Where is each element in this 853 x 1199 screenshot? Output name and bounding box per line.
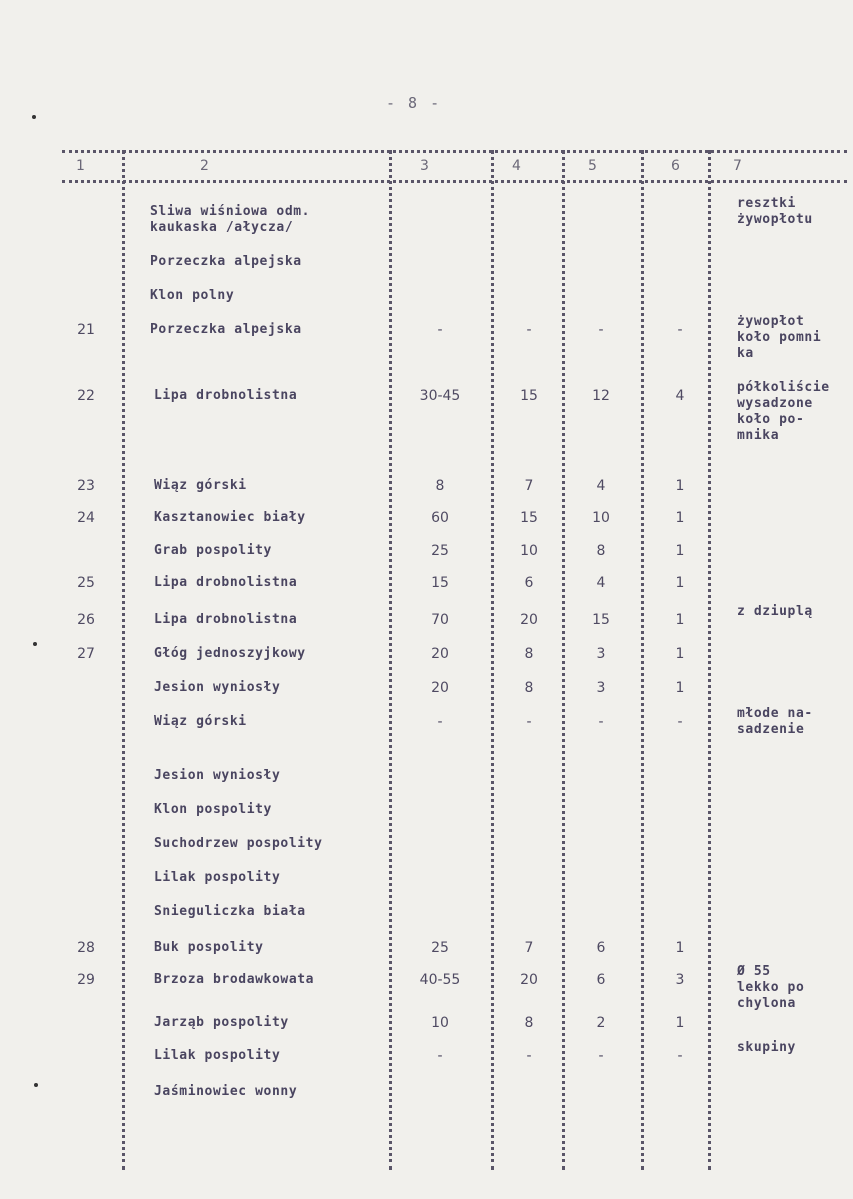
cell-col-4: 8 — [524, 646, 534, 662]
cell-col-4: 7 — [524, 478, 534, 494]
cell-col-5: - — [598, 322, 604, 338]
cell-col-6: - — [677, 714, 683, 730]
column-divider-1 — [122, 150, 125, 1170]
cell-col-4: 10 — [520, 543, 538, 559]
cell-col-5: 12 — [592, 388, 610, 404]
header-col-1: 1 — [76, 158, 85, 174]
species-name: Lipa drobnolistna — [154, 612, 298, 627]
cell-col-6: 1 — [675, 543, 685, 559]
remarks-note: półkoliście wysadzone koło po- mnika — [737, 380, 830, 443]
cell-col-4: 8 — [524, 1015, 534, 1031]
species-name: Jaśminowiec wonny — [154, 1084, 298, 1099]
cell-col-3: 30-45 — [419, 388, 461, 404]
species-name: Klon polny — [150, 288, 235, 303]
species-name: Lipa drobnolistna — [154, 388, 298, 403]
species-name: Brzoza brodawkowata — [154, 972, 315, 987]
row-number: 22 — [77, 388, 95, 404]
header-col-4: 4 — [512, 158, 521, 174]
cell-col-4: - — [526, 322, 532, 338]
cell-col-3: - — [437, 714, 443, 730]
species-name: Jarząb pospolity — [154, 1015, 289, 1030]
row-number: 29 — [77, 972, 95, 988]
column-divider-2 — [389, 150, 392, 1170]
cell-col-4: 20 — [520, 972, 538, 988]
page-number: - 8 - — [386, 94, 442, 112]
species-name: Jesion wyniosły — [154, 768, 281, 783]
cell-col-5: - — [598, 1048, 604, 1064]
cell-col-5: 4 — [596, 575, 606, 591]
cell-col-5: - — [598, 714, 604, 730]
species-name: Głóg jednoszyjkowy — [154, 646, 306, 661]
cell-col-3: - — [437, 1048, 443, 1064]
species-name: Suchodrzew pospolity — [154, 836, 323, 851]
remarks-note: żywopłot koło pomni ka — [737, 314, 822, 361]
cell-col-4: - — [526, 714, 532, 730]
punch-hole-middle — [33, 642, 37, 646]
remarks-note: z dziuplą — [737, 604, 813, 619]
species-name: Jesion wyniosły — [154, 680, 281, 695]
cell-col-4: 7 — [524, 940, 534, 956]
column-divider-5 — [641, 150, 644, 1170]
remarks-note: młode na- sadzenie — [737, 706, 813, 737]
species-name: Porzeczka alpejska — [150, 322, 302, 337]
header-col-6: 6 — [671, 158, 680, 174]
remarks-note: Ø 55 lekko po chylona — [737, 964, 805, 1011]
cell-col-6: 1 — [675, 1015, 685, 1031]
cell-col-3: 25 — [431, 940, 449, 956]
cell-col-3: 20 — [431, 680, 449, 696]
species-name: Lipa drobnolistna — [154, 575, 298, 590]
species-name: Buk pospolity — [154, 940, 264, 955]
species-name: Wiąz górski — [154, 478, 247, 493]
cell-col-3: 15 — [431, 575, 449, 591]
cell-col-5: 6 — [596, 940, 606, 956]
header-col-7: 7 — [733, 158, 742, 174]
row-number: 24 — [77, 510, 95, 526]
cell-col-6: - — [677, 1048, 683, 1064]
cell-col-3: 8 — [435, 478, 445, 494]
remarks-note: resztki żywopłotu — [737, 196, 813, 227]
cell-col-6: 1 — [675, 478, 685, 494]
cell-col-5: 15 — [592, 612, 610, 628]
species-name: Kasztanowiec biały — [154, 510, 306, 525]
remarks-note: skupiny — [737, 1040, 796, 1055]
cell-col-3: 60 — [431, 510, 449, 526]
cell-col-5: 3 — [596, 680, 606, 696]
cell-col-4: 6 — [524, 575, 534, 591]
header-col-5: 5 — [588, 158, 597, 174]
cell-col-4: 15 — [520, 388, 538, 404]
header-col-3: 3 — [420, 158, 429, 174]
species-name: Lilak pospolity — [154, 1048, 281, 1063]
cell-col-6: 3 — [675, 972, 685, 988]
cell-col-4: - — [526, 1048, 532, 1064]
cell-col-5: 2 — [596, 1015, 606, 1031]
cell-col-3: - — [437, 322, 443, 338]
cell-col-5: 3 — [596, 646, 606, 662]
row-number: 27 — [77, 646, 95, 662]
cell-col-6: 1 — [675, 612, 685, 628]
cell-col-3: 10 — [431, 1015, 449, 1031]
cell-col-3: 20 — [431, 646, 449, 662]
species-name: Grab pospolity — [154, 543, 272, 558]
cell-col-6: 4 — [675, 388, 685, 404]
cell-col-6: 1 — [675, 510, 685, 526]
table-header-rule — [62, 180, 847, 183]
row-number: 25 — [77, 575, 95, 591]
cell-col-6: 1 — [675, 575, 685, 591]
species-name: Porzeczka alpejska — [150, 254, 302, 269]
species-name: Lilak pospolity — [154, 870, 281, 885]
cell-col-4: 20 — [520, 612, 538, 628]
row-number: 28 — [77, 940, 95, 956]
cell-col-5: 10 — [592, 510, 610, 526]
cell-col-4: 15 — [520, 510, 538, 526]
row-number: 23 — [77, 478, 95, 494]
row-number: 26 — [77, 612, 95, 628]
cell-col-6: 1 — [675, 940, 685, 956]
species-name: Klon pospolity — [154, 802, 272, 817]
cell-col-4: 8 — [524, 680, 534, 696]
table-top-rule — [62, 150, 847, 153]
cell-col-6: 1 — [675, 646, 685, 662]
punch-hole-bottom — [34, 1083, 38, 1087]
species-name: Sliwa wiśniowa odm. kaukaska /ałycza/ — [150, 204, 311, 235]
header-col-2: 2 — [200, 158, 209, 174]
cell-col-3: 25 — [431, 543, 449, 559]
species-name: Wiąz górski — [154, 714, 247, 729]
cell-col-6: - — [677, 322, 683, 338]
row-number: 21 — [77, 322, 95, 338]
punch-hole-top — [32, 115, 36, 119]
species-name: Snieguliczka biała — [154, 904, 306, 919]
cell-col-5: 6 — [596, 972, 606, 988]
cell-col-6: 1 — [675, 680, 685, 696]
cell-col-5: 8 — [596, 543, 606, 559]
cell-col-3: 70 — [431, 612, 449, 628]
cell-col-3: 40-55 — [419, 972, 461, 988]
cell-col-5: 4 — [596, 478, 606, 494]
